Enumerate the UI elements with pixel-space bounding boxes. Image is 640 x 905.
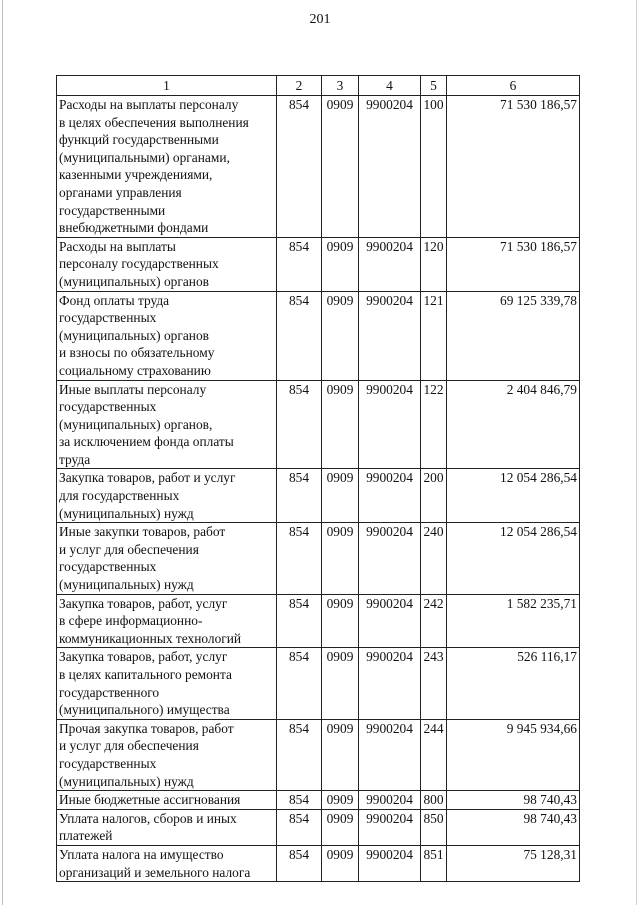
row-expense-type-cell: 100 xyxy=(421,96,447,238)
row-name-cell: Закупка товаров, работ и услуг для государственных (муниципальных) нужд xyxy=(57,469,277,523)
table-body xyxy=(57,96,580,882)
row-name-cell: Фонд оплаты труда государственных (муниципальных) органов и взносы по обязательному социальному страхованию xyxy=(57,291,277,380)
row-ministry-code-cell: 854 xyxy=(277,237,322,291)
table-row xyxy=(57,845,580,881)
row-section-code-cell: 0909 xyxy=(322,291,359,380)
table-row xyxy=(57,594,580,648)
row-section-code-cell: 0909 xyxy=(322,648,359,719)
row-name-cell: Иные бюджетные ассигнования xyxy=(57,791,277,810)
row-name-cell: Уплата налога на имущество организаций и земельного налога xyxy=(57,845,277,881)
row-target-code-cell: 9900204 xyxy=(359,809,421,845)
row-ministry-code-cell: 854 xyxy=(277,845,322,881)
table-row xyxy=(57,469,580,523)
row-amount-cell: 12 054 286,54 xyxy=(447,469,580,523)
row-target-code-cell: 9900204 xyxy=(359,96,421,238)
row-amount-cell: 71 530 186,57 xyxy=(447,237,580,291)
row-name-cell: Расходы на выплаты персоналу в целях обеспечения выполнения функций государственными (муниципальными) органами, казенными учреждениями, органами управления государственными внебюджетными фондами xyxy=(57,96,277,238)
header-col-4: 4 xyxy=(359,76,421,96)
table-row xyxy=(57,523,580,594)
header-col-3: 3 xyxy=(322,76,359,96)
table-row xyxy=(57,809,580,845)
row-name-cell: Закупка товаров, работ, услуг в целях капитального ремонта государственного (муниципального) имущества xyxy=(57,648,277,719)
row-target-code-cell: 9900204 xyxy=(359,380,421,469)
table-row xyxy=(57,719,580,790)
row-amount-cell: 526 116,17 xyxy=(447,648,580,719)
page-number: 201 xyxy=(309,12,331,27)
row-name-cell: Иные выплаты персоналу государственных (муниципальных) органов, за исключением фонда оплаты труда xyxy=(57,380,277,469)
row-expense-type-cell: 122 xyxy=(421,380,447,469)
row-name-cell: Иные закупки товаров, работ и услуг для обеспечения государственных (муниципальных) нужд xyxy=(57,523,277,594)
row-expense-type-cell: 850 xyxy=(421,809,447,845)
row-ministry-code-cell: 854 xyxy=(277,523,322,594)
row-expense-type-cell: 243 xyxy=(421,648,447,719)
row-target-code-cell: 9900204 xyxy=(359,237,421,291)
row-amount-cell: 75 128,31 xyxy=(447,845,580,881)
row-ministry-code-cell: 854 xyxy=(277,809,322,845)
row-ministry-code-cell: 854 xyxy=(277,469,322,523)
row-expense-type-cell: 851 xyxy=(421,845,447,881)
row-expense-type-cell: 242 xyxy=(421,594,447,648)
row-section-code-cell: 0909 xyxy=(322,380,359,469)
table-row xyxy=(57,237,580,291)
row-expense-type-cell: 121 xyxy=(421,291,447,380)
header-col-5: 5 xyxy=(421,76,447,96)
row-target-code-cell: 9900204 xyxy=(359,469,421,523)
table-row xyxy=(57,380,580,469)
row-target-code-cell: 9900204 xyxy=(359,648,421,719)
header-row xyxy=(57,76,580,96)
table-row xyxy=(57,648,580,719)
table-row xyxy=(57,791,580,810)
row-target-code-cell: 9900204 xyxy=(359,594,421,648)
row-ministry-code-cell: 854 xyxy=(277,594,322,648)
row-ministry-code-cell: 854 xyxy=(277,96,322,238)
scan-edge-left xyxy=(2,0,3,905)
row-ministry-code-cell: 854 xyxy=(277,291,322,380)
budget-table xyxy=(56,75,580,882)
row-amount-cell: 12 054 286,54 xyxy=(447,523,580,594)
row-name-cell: Уплата налогов, сборов и иных платежей xyxy=(57,809,277,845)
row-amount-cell: 2 404 846,79 xyxy=(447,380,580,469)
row-amount-cell: 71 530 186,57 xyxy=(447,96,580,238)
row-amount-cell: 98 740,43 xyxy=(447,791,580,810)
row-section-code-cell: 0909 xyxy=(322,594,359,648)
row-ministry-code-cell: 854 xyxy=(277,648,322,719)
row-section-code-cell: 0909 xyxy=(322,237,359,291)
row-ministry-code-cell: 854 xyxy=(277,380,322,469)
row-target-code-cell: 9900204 xyxy=(359,845,421,881)
row-name-cell: Прочая закупка товаров, работ и услуг для обеспечения государственных (муниципальных) нужд xyxy=(57,719,277,790)
table-header xyxy=(57,76,580,96)
row-section-code-cell: 0909 xyxy=(322,469,359,523)
row-expense-type-cell: 240 xyxy=(421,523,447,594)
row-target-code-cell: 9900204 xyxy=(359,291,421,380)
table-row xyxy=(57,96,580,238)
scan-edge-right xyxy=(636,0,637,905)
row-section-code-cell: 0909 xyxy=(322,791,359,810)
row-expense-type-cell: 120 xyxy=(421,237,447,291)
table-row xyxy=(57,291,580,380)
row-section-code-cell: 0909 xyxy=(322,523,359,594)
row-expense-type-cell: 800 xyxy=(421,791,447,810)
row-amount-cell: 9 945 934,66 xyxy=(447,719,580,790)
row-target-code-cell: 9900204 xyxy=(359,719,421,790)
row-ministry-code-cell: 854 xyxy=(277,719,322,790)
row-target-code-cell: 9900204 xyxy=(359,791,421,810)
row-name-cell: Расходы на выплаты персоналу государственных (муниципальных) органов xyxy=(57,237,277,291)
row-section-code-cell: 0909 xyxy=(322,845,359,881)
row-expense-type-cell: 200 xyxy=(421,469,447,523)
row-ministry-code-cell: 854 xyxy=(277,791,322,810)
header-col-6: 6 xyxy=(447,76,580,96)
header-col-1: 1 xyxy=(57,76,277,96)
row-amount-cell: 1 582 235,71 xyxy=(447,594,580,648)
row-expense-type-cell: 244 xyxy=(421,719,447,790)
row-section-code-cell: 0909 xyxy=(322,809,359,845)
row-name-cell: Закупка товаров, работ, услуг в сфере информационно- коммуникационных технологий xyxy=(57,594,277,648)
row-amount-cell: 98 740,43 xyxy=(447,809,580,845)
row-section-code-cell: 0909 xyxy=(322,719,359,790)
row-section-code-cell: 0909 xyxy=(322,96,359,238)
header-col-2: 2 xyxy=(277,76,322,96)
row-target-code-cell: 9900204 xyxy=(359,523,421,594)
row-amount-cell: 69 125 339,78 xyxy=(447,291,580,380)
